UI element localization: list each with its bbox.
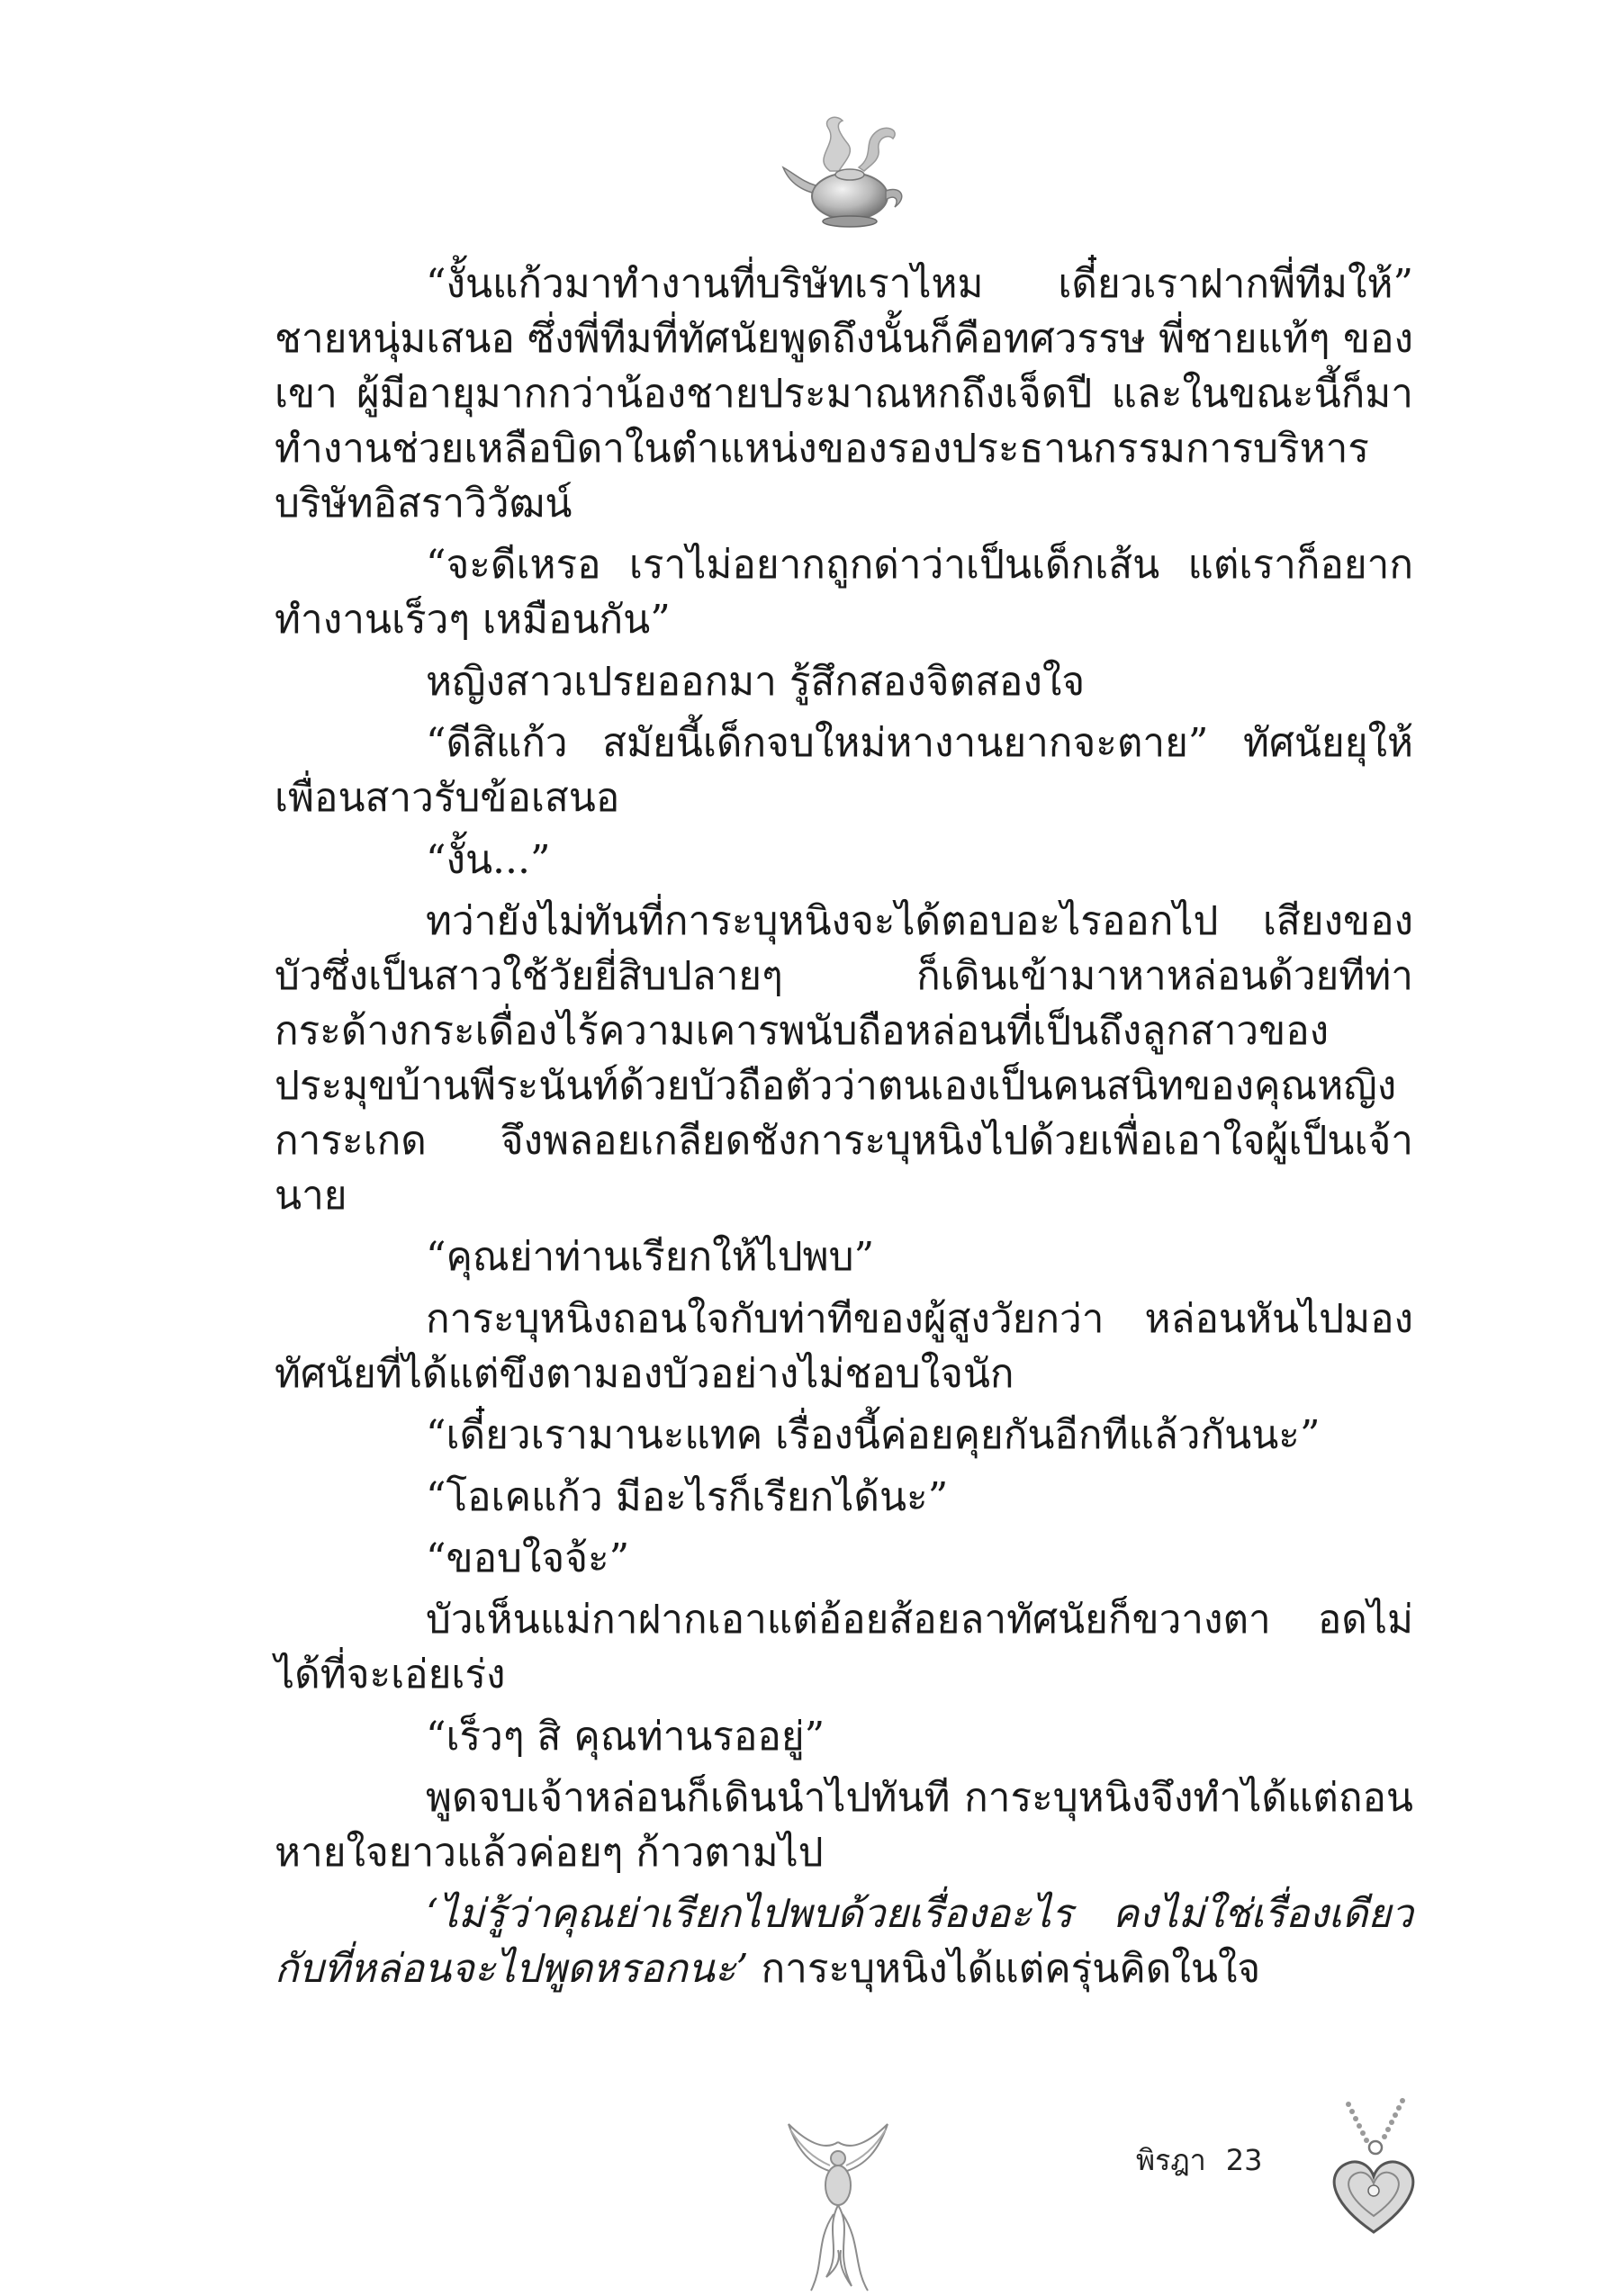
narration-text: การะบุหนิงได้แต่ครุ่นคิดในใจ (748, 1946, 1261, 1993)
page-footer (1136, 2138, 1262, 2183)
teapot-ornament-icon (776, 108, 920, 243)
body-text (275, 257, 1413, 2003)
paragraph: “คุณย่าท่านเรียกให้ไปพบ” (426, 1234, 875, 1281)
paragraph: “ขอบใจจ้ะ” (426, 1535, 630, 1581)
paragraph: “งั้น...” (426, 836, 551, 883)
paragraph: “จะดีเหรอ เราไม่อยากถูกด่าว่าเป็นเด็กเส้น แต่เราก็อยากทำงานเร็วๆ เหมือนกัน” (275, 542, 1413, 644)
paragraph: ทว่ายังไม่ทันที่การะบุหนิงจะได้ตอบอะไรออกไป เสียงของบัวซึ่งเป็นสาวใช้วัยยี่สิบปลายๆ ก็เดินเข้ามาหาหล่อนด้วยทีท่ากระด้างกระเดื่องไร้ความเคารพนับถือหล่อนที่เป็นถึงลูกสาวของประมุขบ้านพีระนันท์ด้วยบัวถือตัวว่าตนเองเป็นคนสนิทของคุณหญิงการะเกด จึงพลอยเกลียดชังการะบุหนิงไปด้วยเพื่อเอาใจผู้เป็นเจ้านาย (275, 897, 1413, 1219)
paragraph-last (275, 1886, 1413, 1996)
paragraph: พูดจบเจ้าหล่อนก็เดินนำไปทันที การะบุหนิงจึงทำได้แต่ถอนหายใจยาวแล้วค่อยๆ ก้าวตามไป (275, 1775, 1413, 1877)
paragraph: “โอเคแก้ว มีอะไรก็เรียกได้นะ” (426, 1473, 949, 1520)
paragraph: “เดี๋ยวเรามานะแทค เรื่องนี้ค่อยคุยกันอีกทีแล้วกันนะ” (426, 1412, 1321, 1459)
inner-thought-text: ‘ไม่รู้ว่าคุณย่าเรียกไปพบด้วยเรื่องอะไร คงไม่ใช่เรื่องเดียวกับที่หล่อนจะไปพูดหรอกนะ’ (275, 1891, 1413, 1993)
heart-pendant-icon (1316, 2097, 1424, 2250)
paragraph: หญิงสาวเปรยออกมา รู้สึกสองจิตสองใจ (426, 658, 1086, 705)
book-title: พิรฎา (1136, 2143, 1206, 2177)
phoenix-ornament-icon (771, 2115, 906, 2295)
paragraph: “ดีสิแก้ว สมัยนี้เด็กจบใหม่หางานยากจะตาย” ทัศนัยยุให้เพื่อนสาวรับข้อเสนอ (275, 720, 1413, 822)
paragraph: บัวเห็นแม่กาฝากเอาแต่อ้อยส้อยลาทัศนัยก็ขวางตา อดไม่ได้ที่จะเอ่ยเร่ง (275, 1597, 1413, 1698)
paragraph: การะบุหนิงถอนใจกับท่าทีของผู้สูงวัยกว่า หล่อนหันไปมองทัศนัยที่ได้แต่ขึงตามองบัวอย่างไม่ชอบใจนัก (275, 1295, 1413, 1397)
paragraph: “งั้นแก้วมาทำงานที่บริษัทเราไหม เดี๋ยวเราฝากพี่ทีมให้” ชายหนุ่มเสนอ ซึ่งพี่ทีมที่ทัศนัยพูดถึงนั้นก็คือทศวรรษ พี่ชายแท้ๆ ของเขา ผู้มีอายุมากกว่าน้องชายประมาณหกถึงเจ็ดปี และในขณะนี้ก็มาทำงานช่วยเหลือบิดาในตำแหน่งของรองประธานกรรมการบริหารบริษัทอิสราวิวัฒน์ (275, 261, 1413, 527)
page-number: 23 (1225, 2143, 1263, 2177)
paragraph: “เร็วๆ สิ คุณท่านรออยู่” (426, 1713, 825, 1760)
